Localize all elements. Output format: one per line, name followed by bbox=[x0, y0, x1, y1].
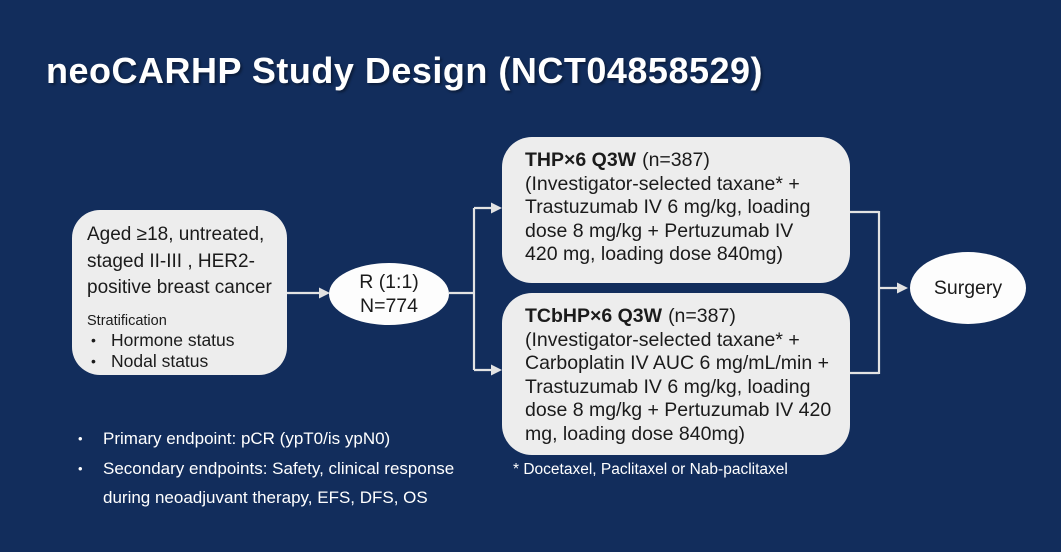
endpoint-line: Secondary endpoints: Safety, clinical response bbox=[103, 458, 455, 478]
surgery-node bbox=[910, 252, 1026, 324]
eligibility-text bbox=[87, 222, 277, 302]
arm-thp-name: THP×6 Q3W bbox=[525, 149, 637, 171]
arrowhead-surgery bbox=[897, 283, 908, 294]
endpoint-primary-text bbox=[103, 424, 390, 454]
stratification-item bbox=[87, 351, 277, 372]
endpoint-secondary-text bbox=[103, 454, 454, 513]
stratification-item-label: Nodal status bbox=[111, 350, 209, 371]
endpoint-item-secondary bbox=[78, 454, 454, 513]
bullet-icon: • bbox=[78, 431, 83, 446]
arm-thp-n: (n=387) bbox=[642, 149, 710, 171]
randomization-n: N=774 bbox=[359, 295, 418, 317]
eligibility-box bbox=[72, 210, 287, 375]
arm-thp-line: Trastuzumab IV 6 mg/kg, loading bbox=[525, 196, 811, 219]
arm-tcbhp-name: TCbHP×6 Q3W bbox=[525, 305, 663, 327]
arm-thp-line: dose 8 mg/kg + Pertuzumab IV bbox=[525, 219, 794, 242]
arrowhead-arm-tcbhp bbox=[491, 365, 502, 376]
arm-tcbhp-line: Trastuzumab IV 6 mg/kg, loading bbox=[525, 375, 811, 398]
stratification-item bbox=[87, 330, 277, 351]
arm-tcbhp-n: (n=387) bbox=[668, 305, 736, 327]
endpoint-item-primary bbox=[78, 424, 454, 454]
arm-tcbhp-title bbox=[525, 305, 836, 329]
arm-thp-line: 420 mg, loading dose 840mg) bbox=[525, 243, 784, 266]
surgery-label: Surgery bbox=[933, 276, 1003, 299]
arm-tcbhp-line: mg, loading dose 840mg) bbox=[525, 422, 746, 445]
bullet-icon: • bbox=[91, 352, 96, 369]
arm-tcbhp-line: (Investigator-selected taxane* + bbox=[525, 328, 800, 351]
stratification-label: Stratification bbox=[87, 312, 167, 329]
page-title: neoCARHP Study Design (NCT04858529) bbox=[46, 50, 764, 91]
arm-thp-line: (Investigator-selected taxane* + bbox=[525, 172, 800, 195]
bullet-icon: • bbox=[78, 460, 83, 476]
eligibility-line: positive breast cancer bbox=[87, 277, 272, 298]
arm-box-tcbhp bbox=[502, 293, 850, 455]
arrowhead-arm-thp bbox=[491, 203, 502, 214]
arm-thp-title bbox=[525, 149, 836, 173]
taxane-footnote: * Docetaxel, Paclitaxel or Nab-paclitaxel bbox=[513, 461, 788, 478]
arm-tcbhp-line: dose 8 mg/kg + Pertuzumab IV 420 bbox=[525, 399, 832, 422]
eligibility-line: Aged ≥18, untreated, bbox=[87, 224, 265, 245]
bullet-icon: • bbox=[91, 331, 96, 348]
endpoint-line: during neoadjuvant therapy, EFS, DFS, OS bbox=[103, 488, 428, 507]
randomization-node bbox=[329, 263, 449, 325]
stratification-list bbox=[87, 330, 277, 372]
endpoint-line: Primary endpoint: pCR (ypT0/is ypN0) bbox=[103, 429, 391, 448]
arm-box-thp bbox=[502, 137, 850, 283]
randomization-ratio: R (1:1) bbox=[359, 270, 419, 293]
stratification-item-label: Hormone status bbox=[111, 329, 235, 350]
endpoints-list bbox=[78, 424, 454, 513]
eligibility-line: staged II-III , HER2- bbox=[87, 250, 255, 272]
arm-tcbhp-line: Carboplatin IV AUC 6 mg/mL/min + bbox=[525, 352, 830, 375]
